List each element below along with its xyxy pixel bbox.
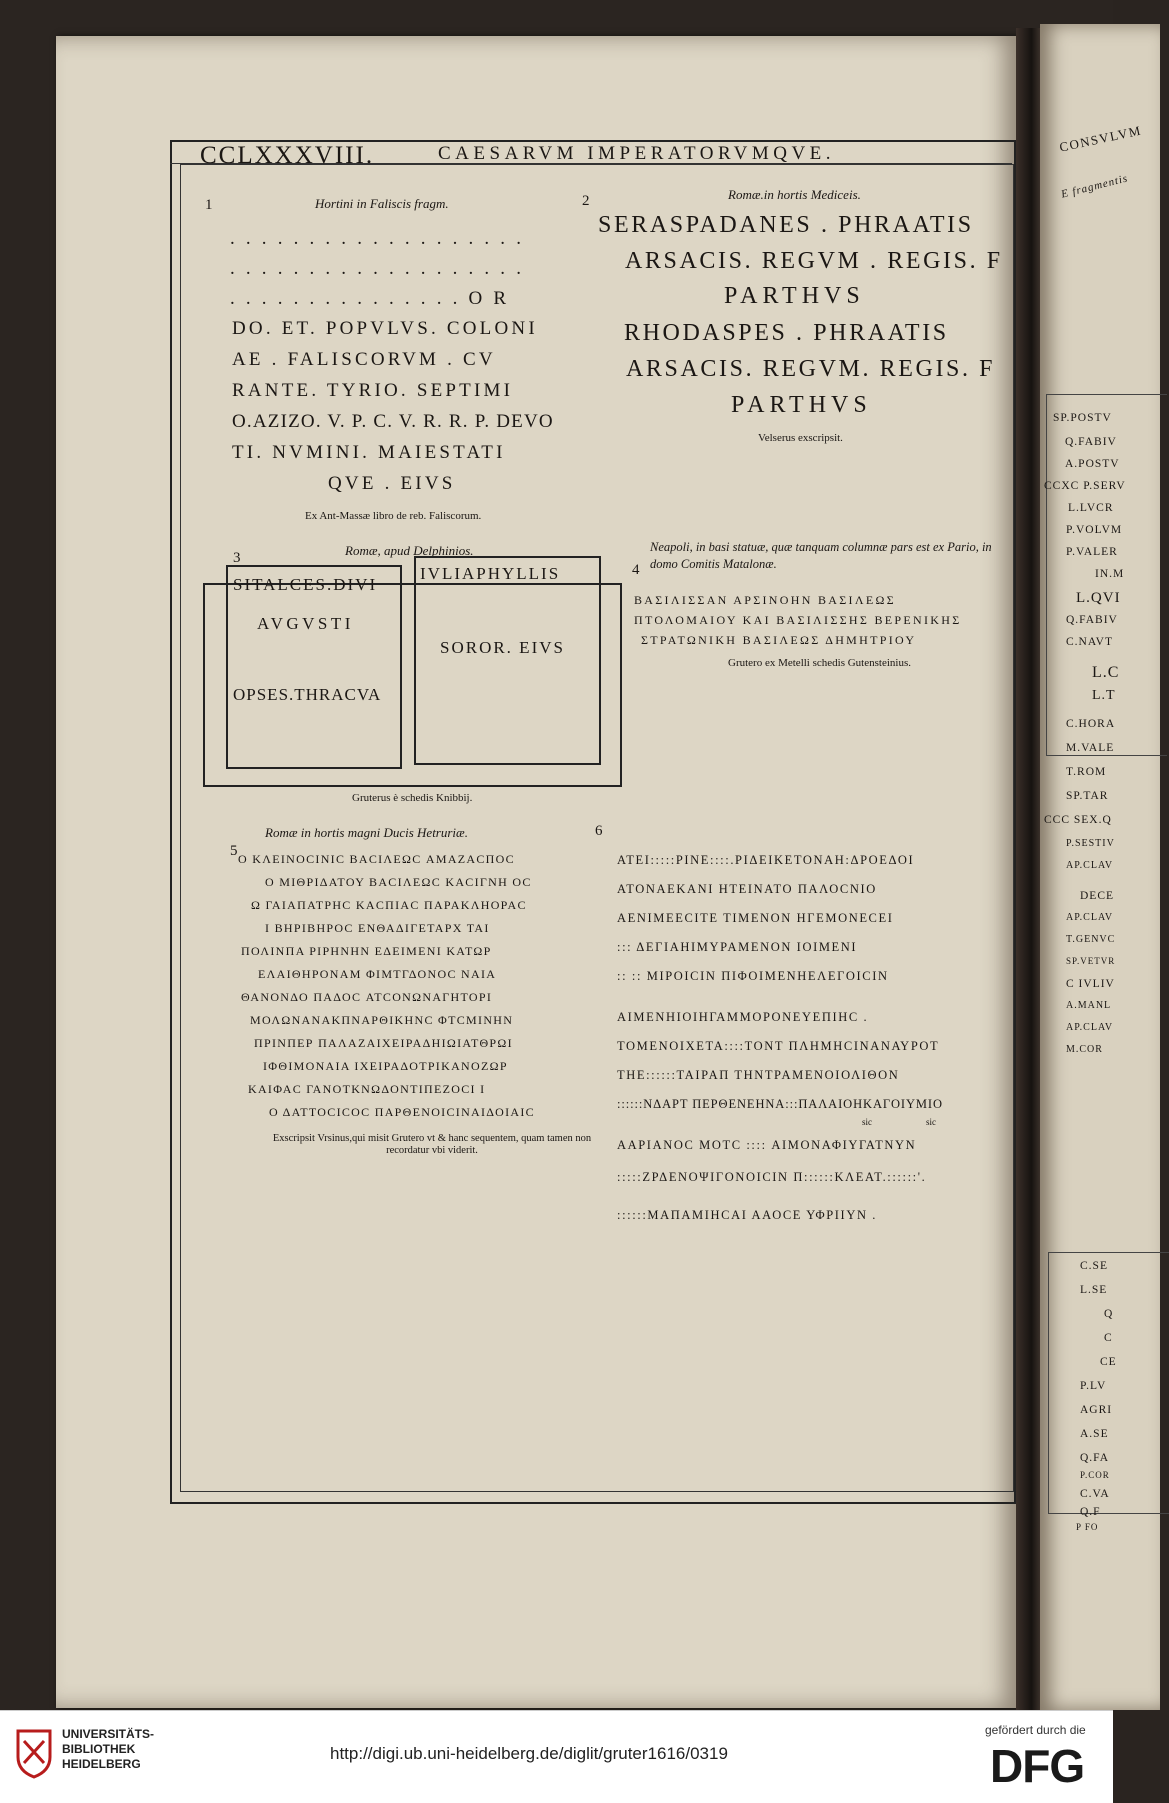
library-name-line: UNIVERSITÄTS-: [62, 1727, 155, 1741]
facing-list-item: DECE: [1080, 890, 1115, 902]
funded-by-label: gefördert durch die: [985, 1723, 1086, 1737]
facing-list-item: T.ROM: [1066, 766, 1107, 778]
inscription-1-line: RANTE. TYRIO. SEPTIMI: [232, 380, 514, 401]
facing-list-item: C.VA: [1080, 1488, 1110, 1500]
facing-list-item: P.VALER: [1066, 546, 1118, 558]
inscription-3-right-panel: [414, 556, 601, 765]
facing-list-item: IN.M: [1095, 568, 1125, 580]
inscription-2-line: SERASPADANES . PHRAATIS: [598, 212, 974, 238]
inscription-1-line: O.AZIZO. V. P. C. V. R. R. P. DEVO: [232, 411, 554, 432]
inscription-4-caption: Neapoli, in basi statuæ, quæ tanquam columnæ pars est ex Pario, in domo Comitis Matalonæ.: [650, 540, 992, 571]
facing-list-item: T.GENVC: [1066, 934, 1116, 945]
inscription-4-line: ΒΑΣΙΛΙΣΣΑΝ ΑΡΣΙΝΟΗΝ ΒΑΣΙΛΕΩΣ: [634, 593, 896, 607]
inscription-6-line: ::::::ΜΑΠΑΜΙΗCΑΙ ΑΑΟCΕ ΥΦΡΙΙΥΝ .: [617, 1208, 878, 1222]
facing-list-item: P.SESTIV: [1066, 838, 1115, 849]
inscription-3-right-line: IVLIAPHYLLIS: [420, 564, 561, 583]
facing-list-item: P.VOLVM: [1066, 524, 1123, 536]
inscription-2-line: PARTHVS: [724, 283, 865, 309]
permalink-url[interactable]: http://digi.ub.uni-heidelberg.de/diglit/gruter1616/0319: [330, 1744, 728, 1763]
facing-list-item: L.T: [1092, 688, 1116, 703]
facing-list-item: CCC SEX.Q: [1044, 814, 1112, 826]
facing-list-item: P.COR: [1080, 1470, 1110, 1480]
inscription-6-line: ΑΕΝΙΜΕΕCΙΤΕ ΤΙΜΕΝΟΝ ΗΓΕΜΟΝΕCΕΙ: [617, 911, 894, 925]
facing-list-item: SP.POSTV: [1053, 412, 1112, 424]
facing-list-item: Q.F: [1080, 1506, 1101, 1518]
inscription-5-line: Ι ΒΗΡΙΒΗΡΟC ΕΝΘΑΔΙΓΕΤΑΡΧ ΤΑΙ: [265, 921, 490, 935]
facing-list-item: Q.FABIV: [1065, 436, 1117, 448]
inscription-5-line: Ω ΓΑΙΑΠΑΤΡΗC ΚΑCΠΙΑC ΠΑΡΑΚΛΗΟΡΑC: [251, 898, 527, 912]
inscription-3-left-line: SITALCES.DIVI: [233, 575, 378, 594]
facing-list-item: C.SE: [1080, 1260, 1108, 1272]
inscription-6-line: :: :: ΜΙΡΟΙCΙΝ ΠΙΦΟΙΜΕΝΗΕΛΕΓΟΙCΙΝ: [617, 969, 889, 983]
inscription-1-caption: Hortini in Faliscis fragm.: [315, 196, 449, 211]
library-name: [62, 1727, 154, 1772]
inscription-6-line: :::::ΖΡΔΕΝΟΨΙΓΟΝΟΙCΙΝ Π::::::ΚΛΕΑΤ.::::::'.: [617, 1170, 927, 1184]
facing-page-margin-note: E fragmentis: [1060, 172, 1130, 201]
facing-list-item: Q.FA: [1080, 1452, 1110, 1464]
inscription-1-line: QVE . EIVS: [328, 473, 456, 494]
inscription-5-line: Ο ΚΛΕΙΝΟCΙΝΙC ΒΑCΙΛΕΩC ΑΜΑΖΑCΠΟC: [238, 852, 515, 866]
facing-list-item: C.NAVT: [1066, 636, 1114, 648]
inscription-6-line: ΑΤΟΝΑΕΚΑΝΙ ΗΤΕΙΝΑΤΟ ΠΑΛΟCΝΙΟ: [617, 882, 877, 896]
facing-list-item: M.COR: [1066, 1044, 1103, 1055]
inscription-5-line: ΠΟΛΙΝΠΑ ΡΙΡΗΝΗΝ ΕΔΕΙΜΕΝΙ ΚΑΤΩΡ: [241, 944, 492, 958]
facing-list-item: SP.TAR: [1066, 790, 1109, 802]
facing-list-item: P.LV: [1080, 1380, 1107, 1392]
inscription-2-line: PARTHVS: [731, 392, 872, 418]
inscription-2-line: RHODASPES . PHRAATIS: [624, 320, 949, 346]
facing-page-heading: CONSVLVM: [1058, 122, 1144, 155]
facing-list-item: A.SE: [1080, 1428, 1109, 1440]
inscription-3-caption: Romæ, apud Delphinios.: [345, 543, 474, 558]
inscription-1-line: AE . FALISCORVM . CV: [232, 349, 496, 370]
page-number: CCLXXXVIII.: [200, 142, 375, 169]
facing-list-item: C: [1104, 1332, 1113, 1344]
university-seal-icon: [14, 1727, 54, 1779]
inscription-6-line: ΑΤΕΙ:::::ΡΙΝΕ::::.ΡΙΔΕΙΚΕΤΟΝΑΗ:ΔΡΟΕΔΟΙ: [617, 853, 915, 867]
inscription-5-line: Ο ΔΑΤΤΟCΙCΟC ΠΑΡΘΕΝΟΙCΙΝΑΙΔΟΙΑΙC: [269, 1105, 535, 1119]
facing-list-item: A.MANL: [1066, 1000, 1112, 1011]
facing-list-item: Q.FABIV: [1066, 614, 1118, 626]
facing-list-item: SP.VETVR: [1066, 956, 1116, 966]
inscription-2-caption: Romæ.in hortis Mediceis.: [728, 187, 861, 202]
inscription-1-line: TI. NVMINI. MAIESTATI: [232, 442, 506, 463]
inscription-6-line: ΤΗΕ::::::ΤΑΙΡΑΠ ΤΗΝΤΡΑΜΕΝΟΙΟΛΙΘΟΝ: [617, 1068, 900, 1082]
facing-list-item: L.C: [1092, 664, 1120, 681]
facing-list-item: L.LVCR: [1068, 502, 1114, 514]
running-head: CAESARVM IMPERATORVMQVE.: [438, 143, 836, 164]
inscription-6-line: ::: ΔΕΓΙΑΗΙΜΥΡΑΜΕΝΟΝ ΙΟΙΜΕΝΙ: [617, 940, 858, 954]
inscription-4-source: Grutero ex Metelli schedis Gutensteinius.: [728, 657, 911, 669]
inscription-5-source: Exscripsit Vrsinus,qui misit Grutero vt & hanc sequentem, quam tamen non recordatur vbi viderit.: [272, 1133, 592, 1156]
facing-list-item: AP.CLAV: [1066, 1022, 1114, 1033]
inscription-6-number: 6: [595, 823, 603, 839]
inscription-1-line: DO. ET. POPVLVS. COLONI: [232, 318, 538, 339]
facing-list-item: M.VALE: [1066, 742, 1115, 754]
facing-list-item: C IVLIV: [1066, 978, 1115, 990]
facing-list-item: AP.CLAV: [1066, 912, 1114, 923]
inscription-6-line: ::::::ΝΔΑΡΤ ΠΕΡΘΕΝΕΗΝΑ:::ΠΑΛΑΙΟΗΚΑΓΟΙΥΜΙΟ: [617, 1097, 943, 1111]
inscription-1-line: . . . . . . . . . . . . . . . . . . .: [230, 228, 525, 249]
inscription-3-source: Gruterus è schedis Knibbij.: [352, 792, 473, 804]
library-name-line: BIBLIOTHEK: [62, 1742, 136, 1756]
viewer-footer: [0, 1710, 1113, 1803]
inscription-2-number: 2: [582, 193, 590, 209]
inscription-6-line: ΑΙΜΕΝΗΙΟΙΗΓΑΜΜΟΡΟΝΕΥΕΠΙΗC .: [617, 1010, 869, 1024]
library-name-line: HEIDELBERG: [62, 1757, 141, 1771]
inscription-3-left-panel: [226, 565, 402, 769]
inscription-4-line: ΣΤΡΑΤΩΝΙΚΗ ΒΑΣΙΛΕΩΣ ΔΗΜΗΤΡΙΟΥ: [641, 633, 917, 647]
inscription-5-line: ΜΟΛΩΝΑΝΑΚΠΝΑΡΘΙΚΗΝC ΦΤCΜΙΝΗΝ: [250, 1013, 514, 1027]
inscription-6-line: ΑΑΡΙΑΝΟC ΜΟΤC :::: ΑΙΜΟΝΑΦΙΥΓΑΤΝΥΝ: [617, 1138, 917, 1152]
facing-list-item: Q: [1104, 1308, 1114, 1320]
facing-list-item: CE: [1100, 1356, 1117, 1368]
inscription-3-number: 3: [233, 550, 241, 566]
inscription-5-line: Ο ΜΙΘΡΙΔΑΤΟΥ ΒΑCΙΛΕΩC ΚΑCΙΓΝΗ ΟC: [265, 875, 532, 889]
inscription-4-number: 4: [632, 562, 640, 578]
inscription-5-number: 5: [230, 843, 238, 859]
inscription-1-source: Ex Ant-Massæ libro de reb. Faliscorum.: [305, 510, 482, 522]
inscription-3-left-line: AVGVSTI: [257, 614, 354, 633]
inscription-2-line: ARSACIS. REGVM . REGIS. F: [625, 248, 1003, 274]
inscription-3-right-line: SOROR. EIVS: [440, 638, 565, 657]
facing-list-item: A.POSTV: [1065, 458, 1120, 470]
inscription-5-line: ΠΡΙΝΠΕΡ ΠΑΛΑΖΑΙΧΕΙΡΑΔΗΙΩΙΑΤΘΡΩΙ: [254, 1036, 513, 1050]
inscription-2-line: ARSACIS. REGVM. REGIS. F: [626, 356, 996, 382]
inscription-5-line: ΙΦΘΙΜΟΝΑΙΑ ΙΧΕΙΡΑΔΟΤΡΙΚΑΝΟΖΩΡ: [263, 1059, 508, 1073]
inscription-5-caption: Romæ in hortis magni Ducis Hetruriæ.: [265, 825, 468, 840]
facing-list-item: L.QVI: [1076, 590, 1121, 606]
inscription-4-line: ΠΤΟΛΟΜΑΙΟΥ ΚΑΙ ΒΑΣΙΛΙΣΣΗΣ ΒΕΡΕΝΙΚΗΣ: [634, 613, 962, 627]
facing-page: [1040, 24, 1160, 1710]
sic-mark: sic: [862, 1117, 872, 1127]
facing-list-item: L.SE: [1080, 1284, 1108, 1296]
inscription-5-line: ΕΛΑΙΘΗΡΟΝΑΜ ΦΙΜΤΓΔΟΝΟC ΝΑΙΑ: [258, 967, 497, 981]
facing-list-item: AGRI: [1080, 1404, 1113, 1416]
inscription-5-line: ΚΑΙΦΑC ΓΑΝΟΤΚΝΩΔΟΝΤΙΠΕΖΟCΙ Ι: [248, 1082, 486, 1096]
inscription-1-number: 1: [205, 197, 213, 213]
inscription-2-source: Velserus exscripsit.: [758, 432, 843, 444]
facing-list-item: AP.CLAV: [1066, 860, 1114, 871]
inscription-1-line: . . . . . . . . . . . . . . . . . . .: [230, 258, 525, 279]
facing-list-item: CCXC P.SERV: [1044, 480, 1126, 492]
inscription-5-line: ΘΑΝΟΝΔΟ ΠΑΔΟC ΑΤCΟΝΩΝΑΓΗΤΟΡΙ: [241, 990, 493, 1004]
sic-mark: sic: [926, 1117, 936, 1127]
facing-list-item: C.HORA: [1066, 718, 1116, 730]
dfg-logo: DFG: [990, 1740, 1085, 1792]
inscription-6-line: ΤΟΜΕΝΟΙΧΕΤΑ::::ΤΟΝΤ ΠΛΗΜΗCΙΝΑΝΑΥΡΟΤ: [617, 1039, 940, 1053]
inscription-1-line: . . . . . . . . . . . . . . . O R: [230, 288, 510, 309]
facing-list-item: P FO: [1076, 1522, 1099, 1532]
inscription-3-left-line: OPSES.THRACVA: [233, 685, 382, 704]
